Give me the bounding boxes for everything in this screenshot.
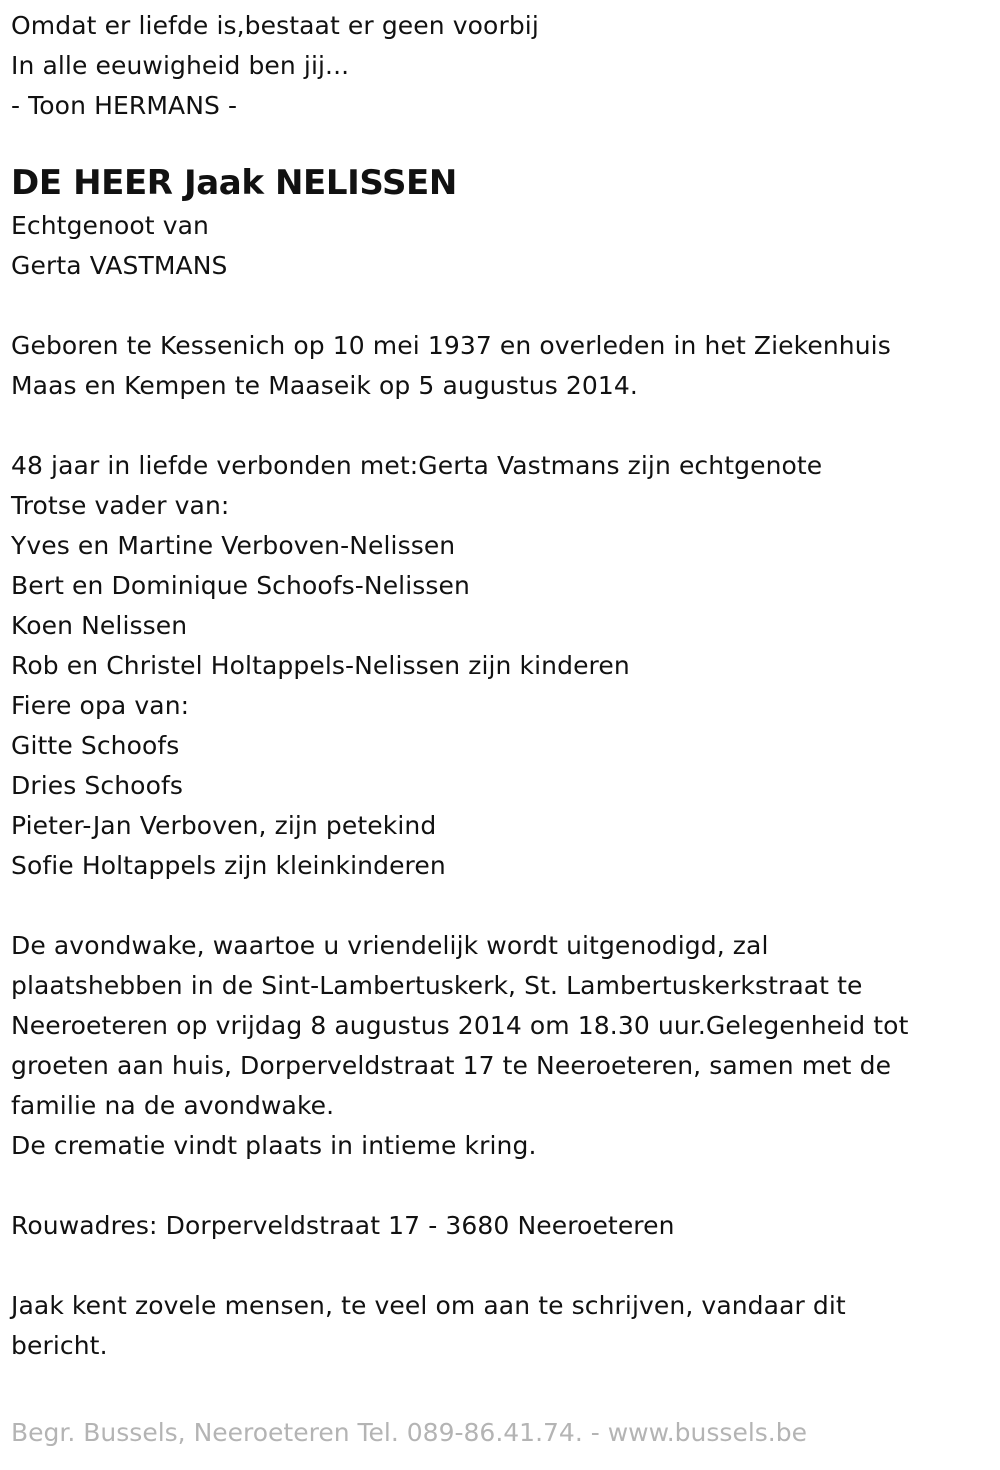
family-line: Fiere opa van: bbox=[11, 691, 190, 720]
spacer bbox=[11, 1246, 981, 1286]
spouse-name: Gerta VASTMANS bbox=[11, 251, 228, 280]
ceremony-block bbox=[11, 926, 981, 1166]
spouse-block bbox=[11, 206, 981, 286]
family-line: Pieter-Jan Verboven, zijn petekind bbox=[11, 811, 437, 840]
birth-death-line: Maas en Kempen te Maaseik op 5 augustus 2014. bbox=[11, 371, 638, 400]
spacer bbox=[11, 1166, 981, 1206]
family-line: Sofie Holtappels zijn kleinkinderen bbox=[11, 851, 446, 880]
ceremony-line: groeten aan huis, Dorperveldstraat 17 te Neeroeteren, samen met de bbox=[11, 1051, 892, 1080]
spacer bbox=[11, 886, 981, 926]
closing-block bbox=[11, 1286, 981, 1366]
deceased-title: DE HEER Jaak NELISSEN bbox=[11, 163, 457, 203]
family-line: Rob en Christel Holtappels-Nelissen zijn kinderen bbox=[11, 651, 630, 680]
quote-line: Omdat er liefde is,bestaat er geen voorbij bbox=[11, 11, 539, 40]
birth-death-block bbox=[11, 326, 981, 406]
family-line: Bert en Dominique Schoofs-Nelissen bbox=[11, 571, 470, 600]
quote-block bbox=[11, 6, 981, 126]
family-line: Dries Schoofs bbox=[11, 771, 184, 800]
spacer bbox=[11, 406, 981, 446]
spacer bbox=[11, 286, 981, 326]
quote-author: - Toon HERMANS - bbox=[11, 91, 238, 120]
funeral-home-footer: Begr. Bussels, Neeroeteren Tel. 089-86.41.74. - www.bussels.be bbox=[11, 1418, 807, 1447]
ceremony-line: De avondwake, waartoe u vriendelijk wordt uitgenodigd, zal bbox=[11, 931, 769, 960]
family-line: Yves en Martine Verboven-Nelissen bbox=[11, 531, 456, 560]
ceremony-line: plaatshebben in de Sint-Lambertuskerk, St. Lambertuskerkstraat te bbox=[11, 971, 863, 1000]
closing-line: bericht. bbox=[11, 1331, 108, 1360]
closing-line: Jaak kent zovele mensen, te veel om aan te schrijven, vandaar dit bbox=[11, 1291, 846, 1320]
obituary-notice bbox=[11, 6, 981, 1366]
ceremony-line: De crematie vindt plaats in intieme kring. bbox=[11, 1131, 537, 1160]
ceremony-line: Neeroeteren op vrijdag 8 augustus 2014 om 18.30 uur.Gelegenheid tot bbox=[11, 1011, 909, 1040]
family-line: 48 jaar in liefde verbonden met:Gerta Vastmans zijn echtgenote bbox=[11, 451, 823, 480]
birth-death-line: Geboren te Kessenich op 10 mei 1937 en overleden in het Ziekenhuis bbox=[11, 331, 891, 360]
quote-line: In alle eeuwigheid ben jij... bbox=[11, 51, 350, 80]
ceremony-line: familie na de avondwake. bbox=[11, 1091, 335, 1120]
spouse-intro: Echtgenoot van bbox=[11, 211, 209, 240]
family-line: Gitte Schoofs bbox=[11, 731, 180, 760]
mourning-address: Rouwadres: Dorperveldstraat 17 - 3680 Neeroeteren bbox=[11, 1211, 675, 1240]
family-line: Koen Nelissen bbox=[11, 611, 188, 640]
family-block bbox=[11, 446, 981, 886]
family-line: Trotse vader van: bbox=[11, 491, 230, 520]
